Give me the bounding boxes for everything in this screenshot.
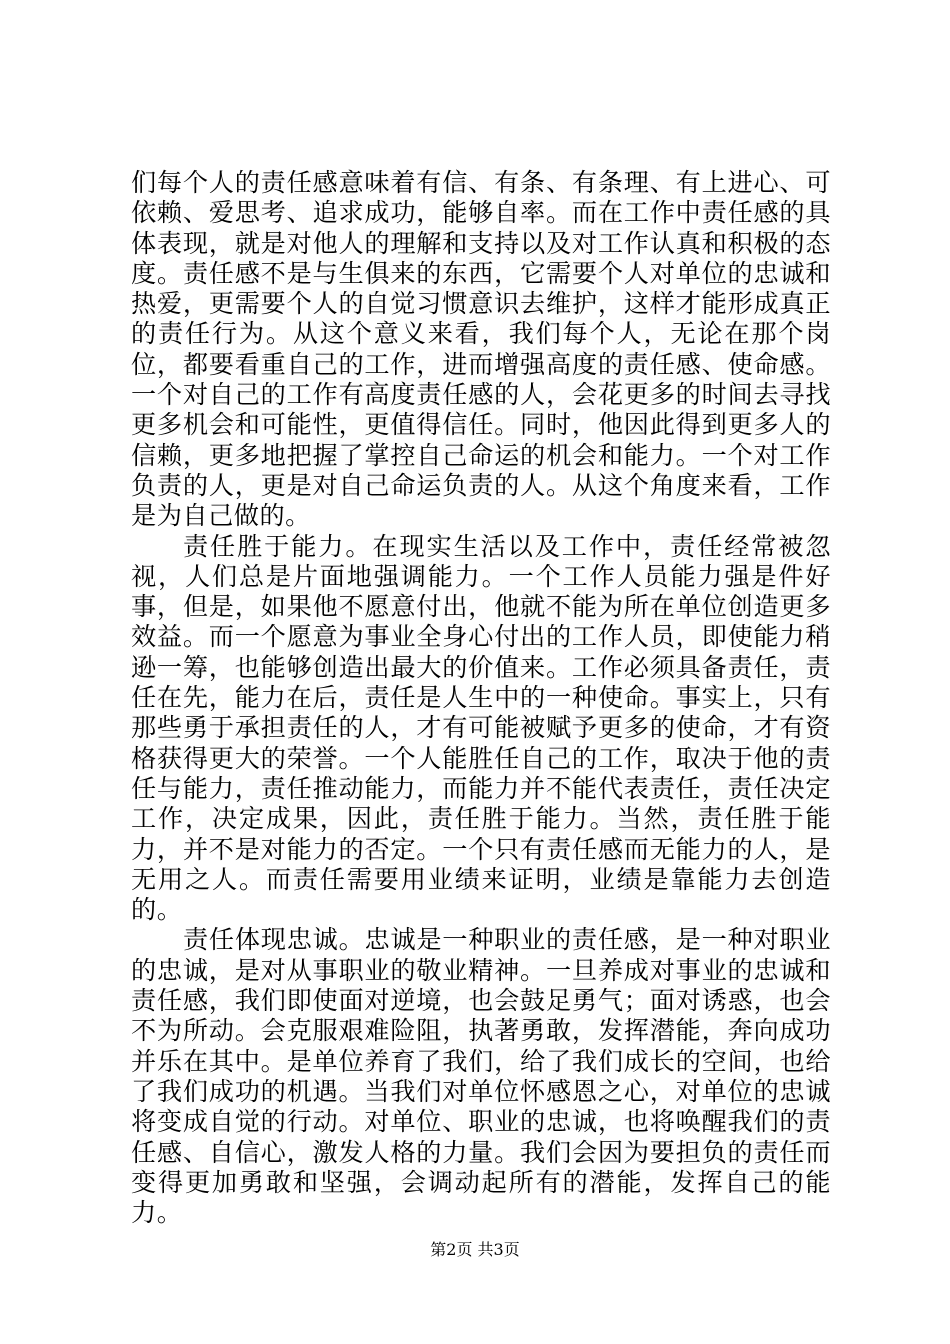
paragraph-3: 责任体现忠诚。忠诚是一种职业的责任感，是一种对职业的忠诚，是对从事职业的敬业精神。一旦养成对事业的忠诚和责任感，我们即使面对逆境，也会鼓足勇气；面对诱惑，也会不为所动。会克服艰难险阻，执著勇敢，发挥潜能，奔向成功并乐在其中。是单位养育了我们，给了我们成长的空间，也给了我们成功的机遇。当我们对单位怀感恩之心，对单位的忠诚将变成自觉的行动。对单位、职业的忠诚，也将唤醒我们的责任感、自信心，激发人格的力量。我们会因为要担负的责任而变得更加勇敢和坚强，会调动起所有的潜能，发挥自己的能力。 [131, 925, 831, 1228]
page-footer [0, 1240, 950, 1260]
page-number-label: 第2页 共3页 [430, 1240, 520, 1259]
paragraph-1: 们每个人的责任感意味着有信、有条、有条理、有上进心、可依赖、爱思考、追求成功，能够自率。而在工作中责任感的具体表现，就是对他人的理解和支持以及对工作认真和积极的态度。责任感不是与生俱来的东西，它需要个人对单位的忠诚和热爱，更需要个人的自觉习惯意识去维护，这样才能形成真正的责任行为。从这个意义来看，我们每个人，无论在那个岗位，都要看重自己的工作，进而增强高度的责任感、使命感。一个对自己的工作有高度责任感的人，会花更多的时间去寻找更多机会和可能性，更值得信任。同时，他因此得到更多人的信赖，更多地把握了掌控自己命运的机会和能力。一个对工作负责的人，更是对自己命运负责的人。从这个角度来看，工作是为自己做的。 [131, 168, 831, 531]
paragraph-2: 责任胜于能力。在现实生活以及工作中，责任经常被忽视，人们总是片面地强调能力。一个工作人员能力强是件好事，但是，如果他不愿意付出，他就不能为所在单位创造更多效益。而一个愿意为事业全身心付出的工作人员，即使能力稍逊一筹，也能够创造出最大的价值来。工作必须具备责任，责任在先，能力在后，责任是人生中的一种使命。事实上，只有那些勇于承担责任的人，才有可能被赋予更多的使命，才有资格获得更大的荣誉。一个人能胜任自己的工作，取决于他的责任与能力，责任推动能力，而能力并不能代表责任，责任决定工作，决定成果，因此，责任胜于能力。当然，责任胜于能力，并不是对能力的否定。一个只有责任感而无能力的人，是无用之人。而责任需要用业绩来证明，业绩是靠能力去创造的。 [131, 531, 831, 925]
document-body [131, 168, 831, 1228]
